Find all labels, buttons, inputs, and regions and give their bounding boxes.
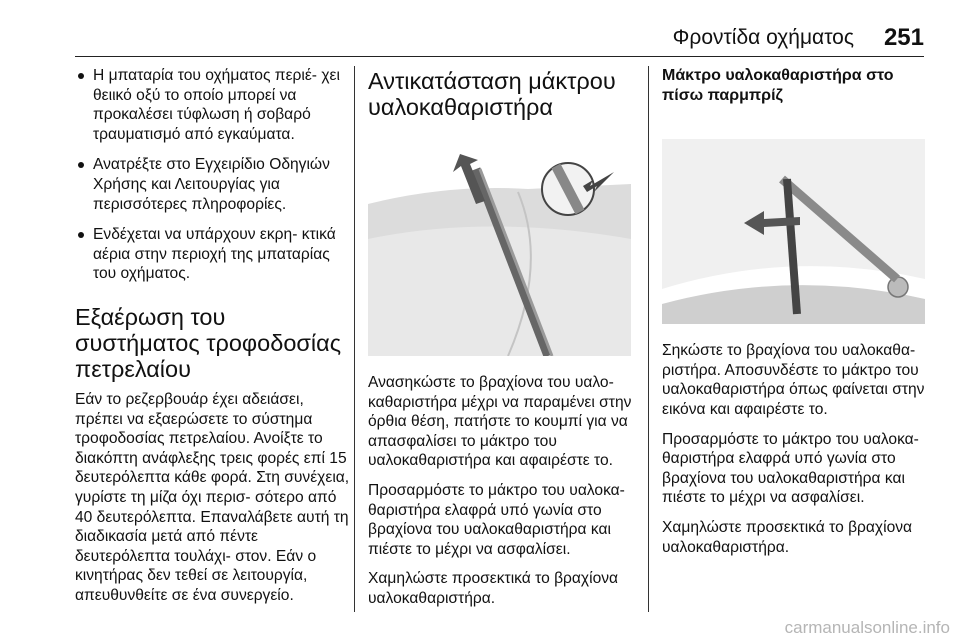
list-item: Ανατρέξτε στο Εγχειρίδιο Οδηγιών Χρήσης και Λειτουργίας για περισσότερες πληροφορίες. — [75, 155, 350, 214]
body-text: Ανασηκώστε το βραχίονα του υαλο- καθαριστήρα μέχρι να παραμένει στην όρθια θέση, πατήστε το κουμπί για να απασφαλίσει το μάκτρο του υαλοκαθαριστήρα και αφαιρέστε το. — [368, 374, 632, 470]
body-text: Εάν το ρεζερβουάρ έχει αδειάσει, πρέπει να εξαερώσετε το σύστημα τροφοδοσίας πετρελαίου. Ανοίξτε το διακόπτη ανάφλεξης τρεις φορές επί 15 δευτερόλεπτα κάθε φορά. Στη συνέχεια, γυρίστε τη μίζα όχι περισ- σότερο από 40 δευτερόλεπτα. Επαναλάβετε αυτή τη διαδικασία μετά από πέντε δευτερόλεπτα τουλάχι- στον. Εάν ο κινητήρας δεν τεθεί σε λειτουργία, απευθυνθείτε σε ένα συνεργείο. — [75, 390, 350, 604]
watermark: carmanualsonline.info — [784, 618, 950, 637]
header-rule — [75, 56, 924, 57]
rear-wiper-illustration — [662, 139, 925, 324]
column-divider — [354, 66, 355, 612]
section-heading-fuel: Εξαέρωση του συστήματος τροφοδοσίας πετρελαίου — [75, 303, 342, 382]
column-divider — [648, 66, 649, 612]
column-3 — [662, 66, 928, 567]
section-heading-rear-wiper: Μάκτρο υαλοκαθαριστήρα στο πίσω παρμπρίζ — [662, 67, 894, 104]
column-2 — [368, 66, 634, 619]
column-1 — [75, 66, 350, 615]
warning-list — [75, 66, 350, 284]
page-header — [0, 0, 960, 56]
bullet-icon — [78, 162, 84, 168]
body-text: Χαμηλώστε προσεκτικά το βραχίονα υαλοκαθαριστήρα. — [368, 570, 619, 607]
body-text: Προσαρμόστε το μάκτρο του υαλοκα- θαριστήρα ελαφρά υπό γωνία στο βραχίονα του υαλοκαθαριστήρα και πιέστε το μέχρι να ασφαλίσει. — [662, 430, 919, 507]
list-item: Η μπαταρία του οχήματος περιέ- χει θειικό οξύ το οποίο μπορεί να προκαλέσει τύφλωση ή σοβαρό τραυματισμό από εγκαύματα. — [75, 66, 350, 144]
list-item: Ενδέχεται να υπάρχουν εκρη- κτικά αέρια στην περιοχή της μπαταρίας του οχήματος. — [75, 225, 350, 284]
body-text: Χαμηλώστε προσεκτικά το βραχίονα υαλοκαθαριστήρα. — [662, 518, 913, 556]
page-number: 251 — [883, 24, 924, 51]
body-text: Προσαρμόστε το μάκτρο του υαλοκα- θαριστήρα ελαφρά υπό γωνία στο βραχίονα του υαλοκαθαριστήρα και πιέστε το μέχρι να ασφαλίσει. — [368, 481, 625, 558]
section-heading-wiper: Αντικατάσταση μάκτρου υαλοκαθαριστήρα — [368, 68, 616, 120]
bullet-icon — [78, 232, 84, 238]
body-text: Σηκώστε το βραχίονα του υαλοκαθα- ριστήρα. Αποσυνδέστε το μάκτρο του υαλοκαθαριστήρα όπως φαίνεται στην εικόνα και αφαιρέστε το. — [662, 342, 925, 418]
bullet-icon — [78, 73, 84, 79]
front-wiper-illustration — [368, 144, 631, 356]
header-title: Φροντίδα οχήματος — [672, 26, 854, 49]
